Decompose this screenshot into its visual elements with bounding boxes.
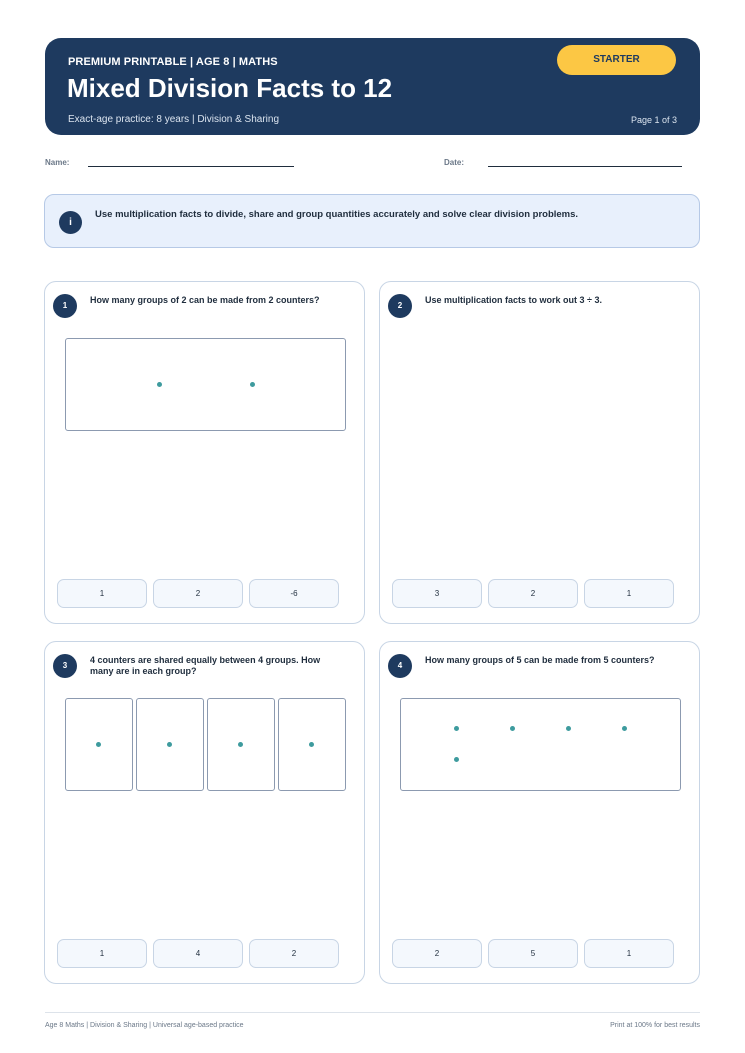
- objective-text: Use multiplication facts to divide, share and group quantities accurately and solve clear division problems.: [95, 209, 579, 220]
- counter-dot: [622, 726, 627, 731]
- question-number: 1: [53, 294, 77, 318]
- answer-option[interactable]: 3: [392, 579, 482, 608]
- counter-dot: [238, 742, 243, 747]
- footer-divider: [45, 1012, 700, 1013]
- counter-dot: [454, 726, 459, 731]
- group-box: [278, 698, 346, 791]
- answer-option[interactable]: 2: [488, 579, 578, 608]
- counter-dot: [510, 726, 515, 731]
- group-box: [65, 698, 133, 791]
- answer-option[interactable]: 1: [584, 579, 674, 608]
- group-box: [136, 698, 204, 791]
- answer-option[interactable]: -6: [249, 579, 339, 608]
- header-subtitle: Exact-age practice: 8 years | Division & Sharing: [68, 114, 280, 125]
- question-text: 4 counters are shared equally between 4 groups. How many are in each group?: [90, 655, 321, 676]
- question-number: 4: [388, 654, 412, 678]
- footer-left: Age 8 Maths | Division & Sharing | Universal age-based practice: [45, 1022, 244, 1029]
- question-text: How many groups of 5 can be made from 5 counters?: [425, 655, 655, 665]
- counter-dot: [309, 742, 314, 747]
- learning-objective: [44, 194, 700, 248]
- answer-option[interactable]: 1: [57, 579, 147, 608]
- answer-option[interactable]: 4: [153, 939, 243, 968]
- counter-dot: [96, 742, 101, 747]
- counter-dot: [167, 742, 172, 747]
- info-icon: i: [59, 211, 82, 234]
- answer-option[interactable]: 1: [584, 939, 674, 968]
- counter-dot: [250, 382, 255, 387]
- question-number: 2: [388, 294, 412, 318]
- name-label: Name:: [45, 158, 70, 167]
- level-badge: STARTER: [557, 45, 676, 75]
- question-text: How many groups of 2 can be made from 2 counters?: [90, 295, 320, 305]
- counter-dot: [454, 757, 459, 762]
- counter-area: [400, 698, 681, 791]
- answer-option[interactable]: 2: [249, 939, 339, 968]
- worksheet-header: [45, 38, 700, 135]
- question-card-4: [379, 641, 700, 984]
- question-card-2: [379, 281, 700, 624]
- counter-area: [65, 338, 346, 431]
- name-field-line[interactable]: [88, 166, 294, 167]
- counter-dot: [157, 382, 162, 387]
- counter-dot: [566, 726, 571, 731]
- page-title: Mixed Division Facts to 12: [67, 73, 393, 103]
- answer-option[interactable]: 2: [153, 579, 243, 608]
- group-box: [207, 698, 275, 791]
- answer-option[interactable]: 1: [57, 939, 147, 968]
- answer-option[interactable]: 2: [392, 939, 482, 968]
- question-card-1: [44, 281, 365, 624]
- footer-right: Print at 100% for best results: [610, 1022, 700, 1029]
- question-text: Use multiplication facts to work out 3 ÷ 3.: [425, 295, 602, 305]
- page-number: Page 1 of 3: [630, 115, 677, 125]
- date-field-line[interactable]: [488, 166, 682, 167]
- question-number: 3: [53, 654, 77, 678]
- header-kicker: PREMIUM PRINTABLE | AGE 8 | MATHS: [68, 56, 278, 68]
- question-card-3: [44, 641, 365, 984]
- answer-option[interactable]: 5: [488, 939, 578, 968]
- date-label: Date:: [444, 158, 465, 167]
